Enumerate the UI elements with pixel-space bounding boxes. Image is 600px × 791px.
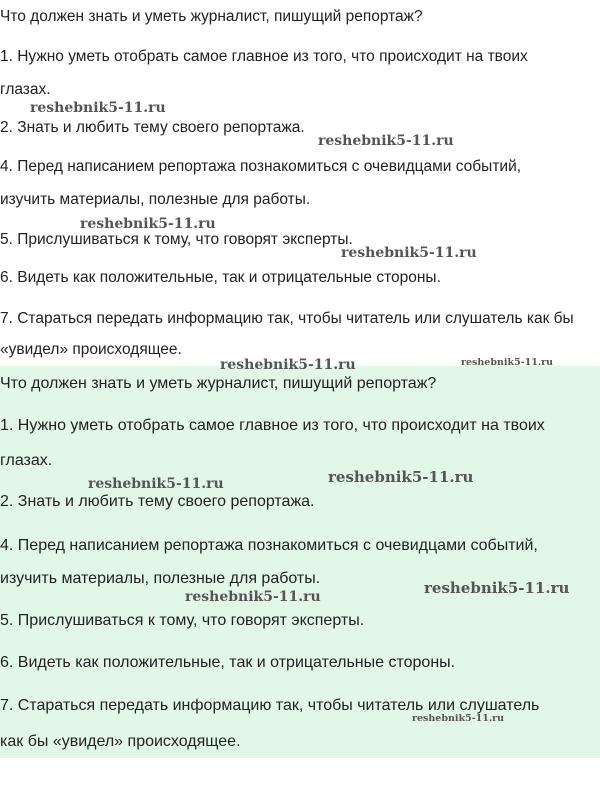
answer-item-7-cont: как бы «увидел» происходящее. bbox=[0, 733, 241, 750]
answer-item-1: 1. Нужно уметь отобрать самое главное из того, что происходит на твоих bbox=[0, 417, 545, 434]
answer-block-top bbox=[0, 0, 600, 366]
watermark-text: reshebnik5-11.ru bbox=[341, 245, 477, 261]
answer-item-6: 6. Видеть как положительные, так и отрицательные стороны. bbox=[0, 269, 441, 286]
answer-item-6: 6. Видеть как положительные, так и отрицательные стороны. bbox=[0, 654, 456, 671]
answer-item-4-cont: изучить материалы, полезные для работы. bbox=[0, 570, 321, 587]
watermark-text: reshebnik5-11.ru bbox=[88, 476, 224, 492]
answer-item-1-cont: глазах. bbox=[0, 81, 51, 98]
answer-item-4: 4. Перед написанием репортажа познакомиться с очевидцами событий, bbox=[0, 537, 538, 554]
watermark-text: reshebnik5-11.ru bbox=[185, 589, 321, 605]
watermark-text: reshebnik5-11.ru bbox=[30, 100, 166, 116]
answer-item-7-cont: «увидел» происходящее. bbox=[0, 341, 182, 358]
watermark-text: reshebnik5-11.ru bbox=[412, 713, 505, 724]
answer-item-4: 4. Перед написанием репортажа познакомиться с очевидцами событий, bbox=[0, 158, 522, 175]
answer-item-7: 7. Стараться передать информацию так, чтобы читатель или слушатель bbox=[0, 697, 540, 714]
answer-item-2: 2. Знать и любить тему своего репортажа. bbox=[0, 493, 315, 510]
answer-item-1-cont: глазах. bbox=[0, 452, 53, 469]
watermark-text: reshebnik5-11.ru bbox=[318, 133, 454, 149]
question-title: Что должен знать и уметь журналист, пишущий репортаж? bbox=[0, 8, 423, 25]
answer-block-bottom bbox=[0, 366, 600, 758]
answer-item-5: 5. Прислушиваться к тому, что говорят эксперты. bbox=[0, 231, 353, 248]
answer-item-4-cont: изучить материалы, полезные для работы. bbox=[0, 191, 311, 208]
watermark-text: reshebnik5-11.ru bbox=[328, 468, 474, 486]
answer-item-5: 5. Прислушиваться к тому, что говорят эксперты. bbox=[0, 612, 365, 629]
question-title: Что должен знать и уметь журналист, пишущий репортаж? bbox=[0, 375, 437, 392]
answer-item-2: 2. Знать и любить тему своего репортажа. bbox=[0, 119, 305, 136]
watermark-text: reshebnik5-11.ru bbox=[220, 357, 356, 373]
watermark-text: reshebnik5-11.ru bbox=[80, 216, 216, 232]
answer-item-7: 7. Стараться передать информацию так, чтобы читатель или слушатель как бы bbox=[0, 310, 574, 327]
watermark-text: reshebnik5-11.ru bbox=[424, 579, 570, 597]
watermark-text: reshebnik5-11.ru bbox=[461, 357, 554, 368]
answer-item-1: 1. Нужно уметь отобрать самое главное из того, что происходит на твоих bbox=[0, 48, 528, 65]
